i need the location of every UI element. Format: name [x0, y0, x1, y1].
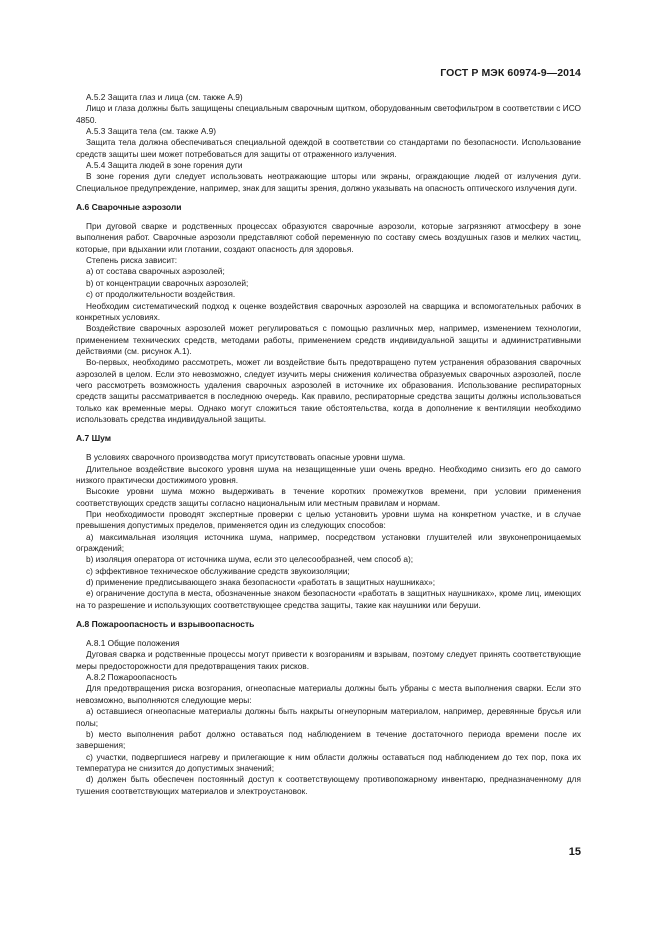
section-heading: А.6 Сварочные аэрозоли: [76, 202, 182, 213]
paragraph: Дуговая сварка и родственные процессы могут привести к возгораниям и взрывам, поэтому следует принять соответствующие меры предосторожности для предотвращения таких рисков.: [76, 649, 581, 671]
paragraph: Длительное воздействие высокого уровня шума на незащищенные уши очень вредно. Необходимо снизить его до самого низкого практически достижимого уровня.: [76, 463, 581, 485]
document-body: [76, 92, 581, 797]
paragraph: a) от состава сварочных аэрозолей;: [86, 266, 225, 277]
paragraph: А.8.2 Пожароопасность: [86, 672, 177, 683]
paragraph: a) максимальная изоляция источника шума, например, посредством установки глушителей или звуконепроницаемых ограждений;: [76, 531, 581, 554]
paragraph: В зоне горения дуги следует использовать неотражающие шторы или экраны, ограждающие людей от излучения дуги. Специальное предупреждение, например, знак для защиты зрения, должно указывать на опасность оптического излучения дуги.: [76, 171, 581, 193]
paragraph: А.8.1 Общие положения: [86, 638, 180, 649]
paragraph: c) от продолжительности воздействия.: [86, 289, 236, 300]
paragraph: b) место выполнения работ должно оставаться под наблюдением в течение достаточного периода времени после их завершения;: [76, 728, 581, 751]
section-heading: А.7 Шум: [76, 433, 112, 444]
paragraph: Лицо и глаза должны быть защищены специальным сварочным щитком, оборудованным светофильтром в соответствии с ИСО 4850.: [76, 103, 581, 125]
paragraph: Во-первых, необходимо рассмотреть, может ли воздействие быть предотвращено путем устранения образования сварочных аэрозолей в целом. Если это невозможно, следует изучить меры снижения количества образуемых сварочных аэрозолей, после чего рассмотреть возможность удаления сварочных аэрозолей в источнике их образования. Использование респираторных средств защиты рассматривается в последнюю очередь. Как правило, респираторные средства защиты должны использоваться только как временные меры. Однако могут сложиться такие обстоятельства, когда в дополнение к вентиляции необходимо использовать средства индивидуальной защиты.: [76, 357, 581, 424]
paragraph: В условиях сварочного производства могут присутствовать опасные уровни шума.: [86, 452, 406, 463]
paragraph: b) изоляция оператора от источника шума, если это целесообразней, чем способ a);: [86, 554, 414, 565]
paragraph: e) ограничение доступа в места, обозначенные знаком безопасности «работать в защитных наушниках», кроме лиц, имеющих на то разрешение и использующих соответствующее средства защиты, такие как наушники или беруши.: [76, 588, 581, 610]
paragraph: Степень риска зависит:: [86, 255, 178, 266]
paragraph: d) применение предписывающего знака безопасности «работать в защитных наушниках»;: [86, 577, 436, 588]
paragraph: d) должен быть обеспечен постоянный доступ к соответствующему противопожарному инвентарю, предназначенному для тушения соответствующих материалов и электроустановок.: [76, 774, 581, 796]
document-header: ГОСТ Р МЭК 60974-9—2014: [440, 67, 581, 79]
paragraph: c) участки, подвергшиеся нагреву и прилегающие к ним области должны оставаться под наблюдением до тех пор, пока их температура не снизится до допустимых значений;: [76, 751, 581, 773]
page-number: 15: [568, 846, 581, 858]
paragraph: Воздействие сварочных аэрозолей может регулироваться с помощью различных мер, например, изменением технологии, применением технических средств, методами работы, применением средств индивидуальной защиты и административными действиями (см. рисунок А.1).: [76, 323, 581, 356]
paragraph: Высокие уровни шума можно выдерживать в течение коротких промежутков времени, при условии применения соответствующих средств защиты согласно национальным или местным правилам и нормам.: [76, 486, 581, 508]
paragraph: Защита тела должна обеспечиваться специальной одеждой в соответствии со стандартами по безопасности. Использование средств защиты шеи может потребоваться для защиты от отраженного излучения.: [76, 137, 581, 159]
paragraph: Для предотвращения риска возгорания, огнеопасные материалы должны быть убраны с места выполнения сварки. Если это невозможно, выполняются следующие меры:: [76, 683, 581, 705]
paragraph: При необходимости проводят экспертные проверки с целью установить уровни шума на конкретном участке, и в случае превышения допустимых пределов, применяется один из следующих способов:: [76, 509, 581, 531]
paragraph: А.5.4 Защита людей в зоне горения дуги: [86, 160, 243, 171]
paragraph: А.5.3 Защита тела (см. также А.9): [86, 126, 217, 137]
paragraph: Необходим систематический подход к оценке воздействия сварочных аэрозолей на сварщика и вспомогательных рабочих в конкретных условиях.: [76, 300, 581, 322]
paragraph: А.5.2 Защита глаз и лица (см. также А.9): [86, 92, 243, 102]
paragraph: c) эффективное техническое обслуживание средств звукоизоляции;: [86, 565, 350, 576]
section-heading: А.8 Пожароопасность и взрывоопасность: [76, 619, 255, 630]
paragraph: a) оставшиеся огнеопасные материалы должны быть накрыты огнеупорным материалом, например, деревянные брусья или полы;: [76, 706, 581, 728]
paragraph: b) от концентрации сварочных аэрозолей;: [86, 277, 249, 288]
paragraph: При дуговой сварке и родственных процессах образуются сварочные аэрозоли, которые загрязняют атмосферу в зоне выполнения работ. Сварочные аэрозоли представляют собой переменную по составу смесь воздушных газов и мелких частиц, которые, при вдыхании или глотании, создают опасность для здоровья.: [76, 221, 581, 254]
